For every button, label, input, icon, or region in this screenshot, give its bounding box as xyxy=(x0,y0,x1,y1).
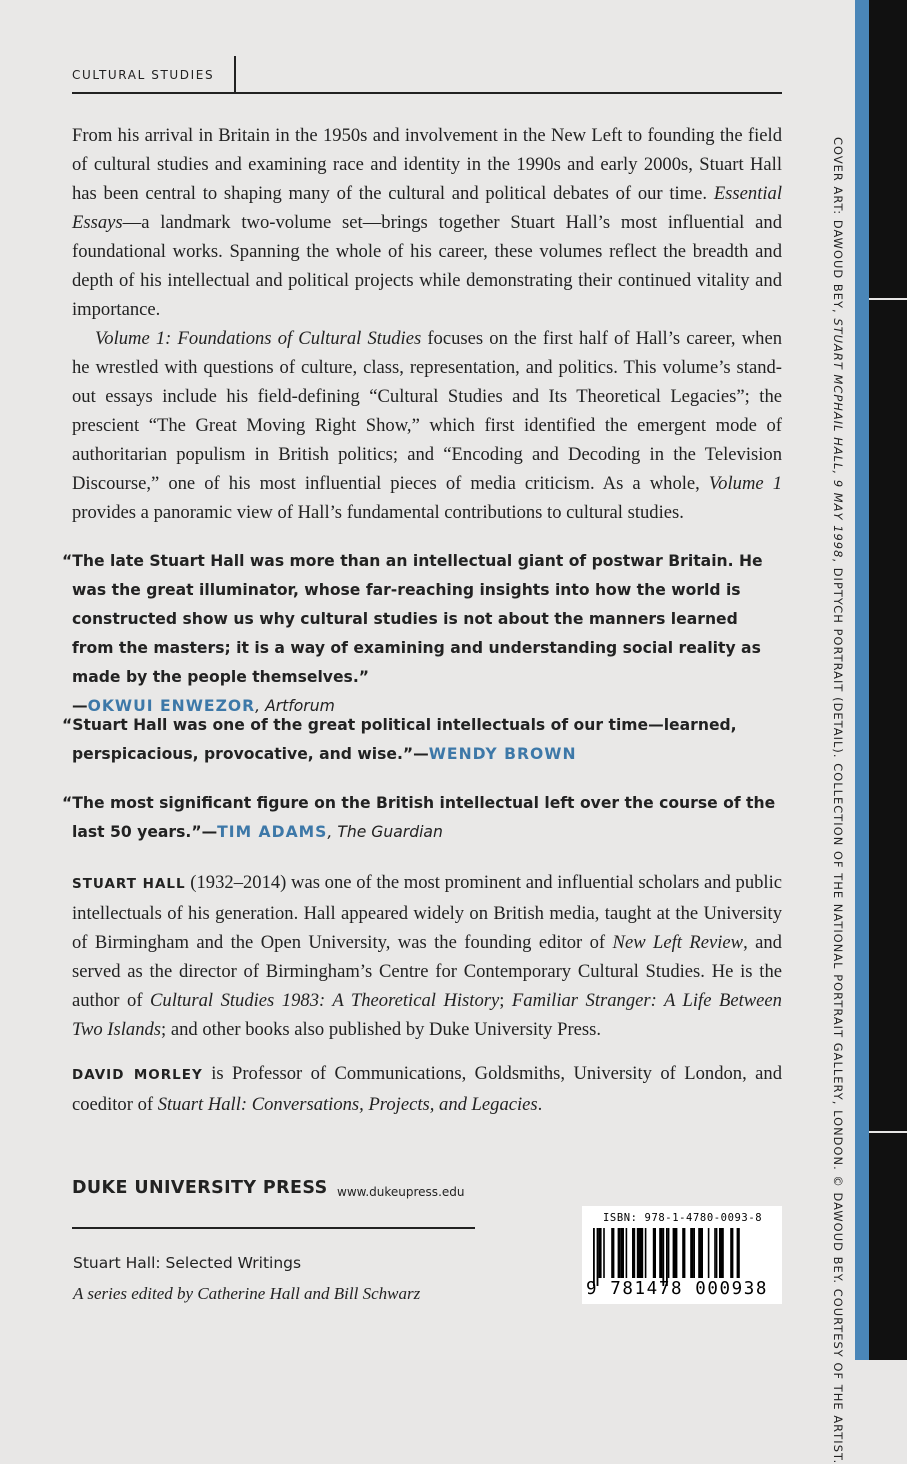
publisher-name: DUKE UNIVERSITY PRESS xyxy=(72,1178,328,1198)
quote-source: Artforum xyxy=(265,697,335,715)
editor-bio-morley: DAVID MORLEY is Professor of Communications, Goldsmiths, University of London, and coeditor of Stuart Hall: Conversations, Projects, and Legacies. xyxy=(72,1063,782,1115)
cover-art-credit: COVER ART: DAWOUD BEY, STUART MCPHAIL HALL, 9 MAY 1998, DIPTYCH PORTRAIT (DETAIL). COLLECTION OF THE NATIONAL PORTRAIT GALLERY, LONDON. © DAWOUD BEY. COURTESY OF THE ARTIST. xyxy=(831,137,845,1464)
header-rule xyxy=(72,92,782,94)
isbn-label: ISBN: 978-1-4780-0093-8 xyxy=(603,1212,763,1224)
header-divider xyxy=(234,56,236,92)
series-label: CULTURAL STUDIES xyxy=(72,68,215,82)
quote-attribution: OKWUI ENWEZOR xyxy=(87,697,256,715)
ean-digits: 9 781478 000938 xyxy=(586,1279,769,1299)
quote-source: The Guardian xyxy=(337,823,443,841)
quote-attribution: WENDY BROWN xyxy=(428,745,577,763)
series-title: Stuart Hall: Selected Writings xyxy=(73,1254,302,1272)
publisher-url[interactable]: www.dukeupress.edu xyxy=(337,1185,465,1199)
blurb-quote-adams: “The most significant figure on the British intellectual left over the course of the last 50 years.”—TIM ADAMS, The Guardian xyxy=(62,794,776,841)
editor-name: DAVID MORLEY xyxy=(72,1067,203,1083)
book-description xyxy=(72,121,782,527)
blurb-quote-brown: “Stuart Hall was one of the great political intellectuals of our time—learned, perspicacious, provocative, and wise.”—WENDY BROWN xyxy=(62,716,737,763)
quote-attribution: TIM ADAMS xyxy=(217,823,328,841)
spine-blue-strip xyxy=(855,0,869,1360)
author-bio-hall: STUART HALL (1932–2014) was one of the most prominent and influential scholars and public intellectuals of his generation. Hall appeared widely on British media, taught at the University of Birmingham and the Open University, was the founding editor of New Left Review, and served as the director of Birmingham’s Centre for Contemporary Cultural Studies. He is the author of Cultural Studies 1983: A Theoretical History; Familiar Stranger: A Life Between Two Islands; and other books also published by Duke University Press. xyxy=(72,872,782,1040)
spine-tick xyxy=(869,1131,907,1133)
series-editors: A series edited by Catherine Hall and Bill Schwarz xyxy=(73,1284,421,1303)
spine-tick xyxy=(869,298,907,300)
blurb-quote-enwezor: “The late Stuart Hall was more than an intellectual giant of postwar Britain. He was the great illuminator, whose far-reaching insights into how the world is constructed show us why cultural studies is not about the manners learned from the masters; it is a way of examining and understanding social reality as made by the people themselves.” —OKWUI ENWEZOR, Artforum xyxy=(62,552,763,715)
footer-rule xyxy=(72,1227,475,1229)
author-name: STUART HALL xyxy=(72,876,186,892)
description-paragraph-2: Volume 1: Foundations of Cultural Studies focuses on the first half of Hall’s career, when he wrestled with questions of culture, class, representation, and politics. This volume’s stand-out essays include his field-defining “Cultural Studies and Its Theoretical Legacies”; the prescient “The Great Moving Right Show,” which first identified the emergent mode of authoritarian populism in British politics; and “Encoding and Decoding in the Television Discourse,” one of his most influential pieces of media criticism. As a whole, Volume 1 provides a panoramic view of Hall’s fundamental contributions to cultural studies. xyxy=(72,328,782,523)
spine-black-strip xyxy=(869,0,907,1360)
description-paragraph-1: From his arrival in Britain in the 1950s and involvement in the New Left to founding the field of cultural studies and examining race and identity in the 1990s and early 2000s, Stuart Hall has been central to shaping many of the cultural and political debates of our time. Essential Essays—a landmark two-volume set—brings together Stuart Hall’s most influential and foundational works. Spanning the whole of his career, these volumes reflect the breadth and depth of his intellectual and political projects while demonstrating their continued vitality and importance. xyxy=(72,125,782,320)
